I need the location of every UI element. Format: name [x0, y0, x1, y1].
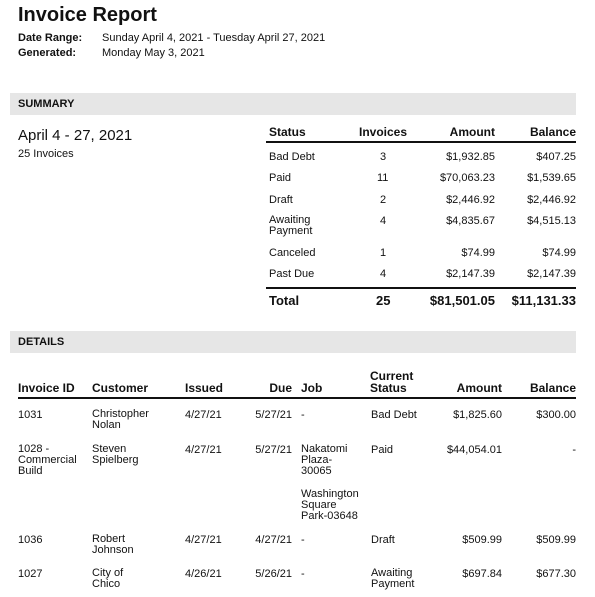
summary-invoices: 4: [380, 268, 387, 280]
details-header-customer: Customer: [92, 381, 149, 395]
details-header-due: Due: [269, 381, 292, 395]
summary-status: Awaiting Payment: [269, 214, 313, 237]
due-date: 5/27/21: [255, 444, 292, 456]
customer: City of Chico: [92, 567, 124, 590]
summary-header-balance: Balance: [529, 125, 576, 139]
job: -: [301, 568, 305, 580]
issued-date: 4/27/21: [185, 409, 222, 421]
due-date: 4/27/21: [255, 534, 292, 546]
issued-date: 4/27/21: [185, 534, 222, 546]
summary-invoices: 1: [380, 247, 387, 259]
date-range-value: Sunday April 4, 2021 - Tuesday April 27, 2021: [102, 32, 326, 44]
summary-invoice-count: 25 Invoices: [18, 148, 74, 160]
customer: Robert Johnson: [92, 533, 134, 556]
summary-invoices: 3: [380, 151, 387, 163]
invoice-id: 1031: [18, 409, 43, 421]
summary-total-invoices: 25: [376, 293, 391, 308]
summary-amount: $1,932.85: [446, 151, 495, 163]
customer: Steven Spielberg: [92, 443, 139, 466]
amount: $44,054.01: [446, 444, 502, 456]
summary-date-range: April 4 - 27, 2021: [18, 127, 133, 144]
summary-invoices: 11: [377, 172, 389, 184]
summary-amount: $4,835.67: [446, 215, 495, 227]
amount: $1,825.60: [453, 409, 502, 421]
job: -: [301, 534, 305, 546]
summary-total-amount: $81,501.05: [429, 293, 495, 308]
summary-status: Past Due: [269, 268, 315, 280]
summary-total-rule: [266, 287, 576, 289]
summary-status: Canceled: [269, 247, 316, 259]
balance: $509.99: [536, 534, 576, 546]
summary-total-balance: $11,131.33: [511, 293, 576, 308]
customer: Christopher Nolan: [92, 408, 149, 431]
issued-date: 4/27/21: [185, 444, 222, 456]
summary-total-label: Total: [269, 293, 300, 308]
current-status: Paid: [371, 444, 394, 456]
amount: $509.99: [462, 534, 502, 546]
summary-status: Draft: [269, 194, 293, 206]
details-section-bar: [10, 331, 576, 353]
summary-invoices: 2: [380, 194, 387, 206]
details-header-amount: Amount: [456, 381, 502, 395]
amount: $697.84: [462, 568, 502, 580]
details-header-current-status: Current Status: [370, 369, 414, 395]
summary-status: Paid: [269, 172, 292, 184]
due-date: 5/27/21: [255, 409, 292, 421]
summary-balance: $407.25: [536, 151, 576, 163]
job: Nakatomi Plaza-30065: [301, 443, 348, 477]
details-header-invoice-id: Invoice ID: [18, 381, 75, 395]
issued-date: 4/26/21: [185, 568, 222, 580]
details-header-issued: Issued: [185, 381, 224, 395]
job-secondary: Washington Square Park-03648: [301, 488, 359, 522]
current-status: Awaiting Payment: [371, 567, 415, 590]
job: -: [301, 409, 305, 421]
summary-amount: $74.99: [461, 247, 495, 259]
summary-balance: $2,147.39: [527, 268, 576, 280]
balance: $300.00: [536, 409, 576, 421]
generated-label: Generated:: [18, 47, 77, 59]
generated-value: Monday May 3, 2021: [102, 47, 205, 59]
summary-balance: $74.99: [542, 247, 576, 259]
summary-amount: $2,147.39: [446, 268, 495, 280]
date-range-label: Date Range:: [18, 32, 83, 44]
current-status: Draft: [371, 534, 395, 546]
summary-amount: $70,063.23: [439, 172, 495, 184]
summary-status: Bad Debt: [269, 151, 315, 163]
details-section-title: DETAILS: [18, 336, 65, 348]
invoice-id: 1027: [18, 568, 43, 580]
summary-section-title: SUMMARY: [18, 98, 75, 110]
invoice-id: 1036: [18, 534, 43, 546]
due-date: 5/26/21: [255, 568, 292, 580]
summary-balance: $4,515.13: [527, 215, 576, 227]
page-title: Invoice Report: [18, 4, 157, 26]
balance: -: [572, 444, 576, 456]
summary-header-rule: [266, 141, 576, 143]
details-header-job: Job: [301, 381, 323, 395]
details-header-balance: Balance: [529, 381, 576, 395]
summary-header-invoices: Invoices: [359, 125, 408, 139]
summary-section-bar: [10, 93, 576, 115]
summary-header-status: Status: [269, 125, 306, 139]
invoice-id: 1028 - Commercial Build: [18, 443, 77, 477]
current-status: Bad Debt: [371, 409, 417, 421]
summary-balance: $1,539.65: [527, 172, 576, 184]
balance: $677.30: [536, 568, 576, 580]
details-header-rule: [18, 397, 576, 399]
summary-header-amount: Amount: [449, 125, 495, 139]
summary-invoices: 4: [380, 215, 387, 227]
summary-balance: $2,446.92: [527, 194, 576, 206]
summary-amount: $2,446.92: [446, 194, 495, 206]
